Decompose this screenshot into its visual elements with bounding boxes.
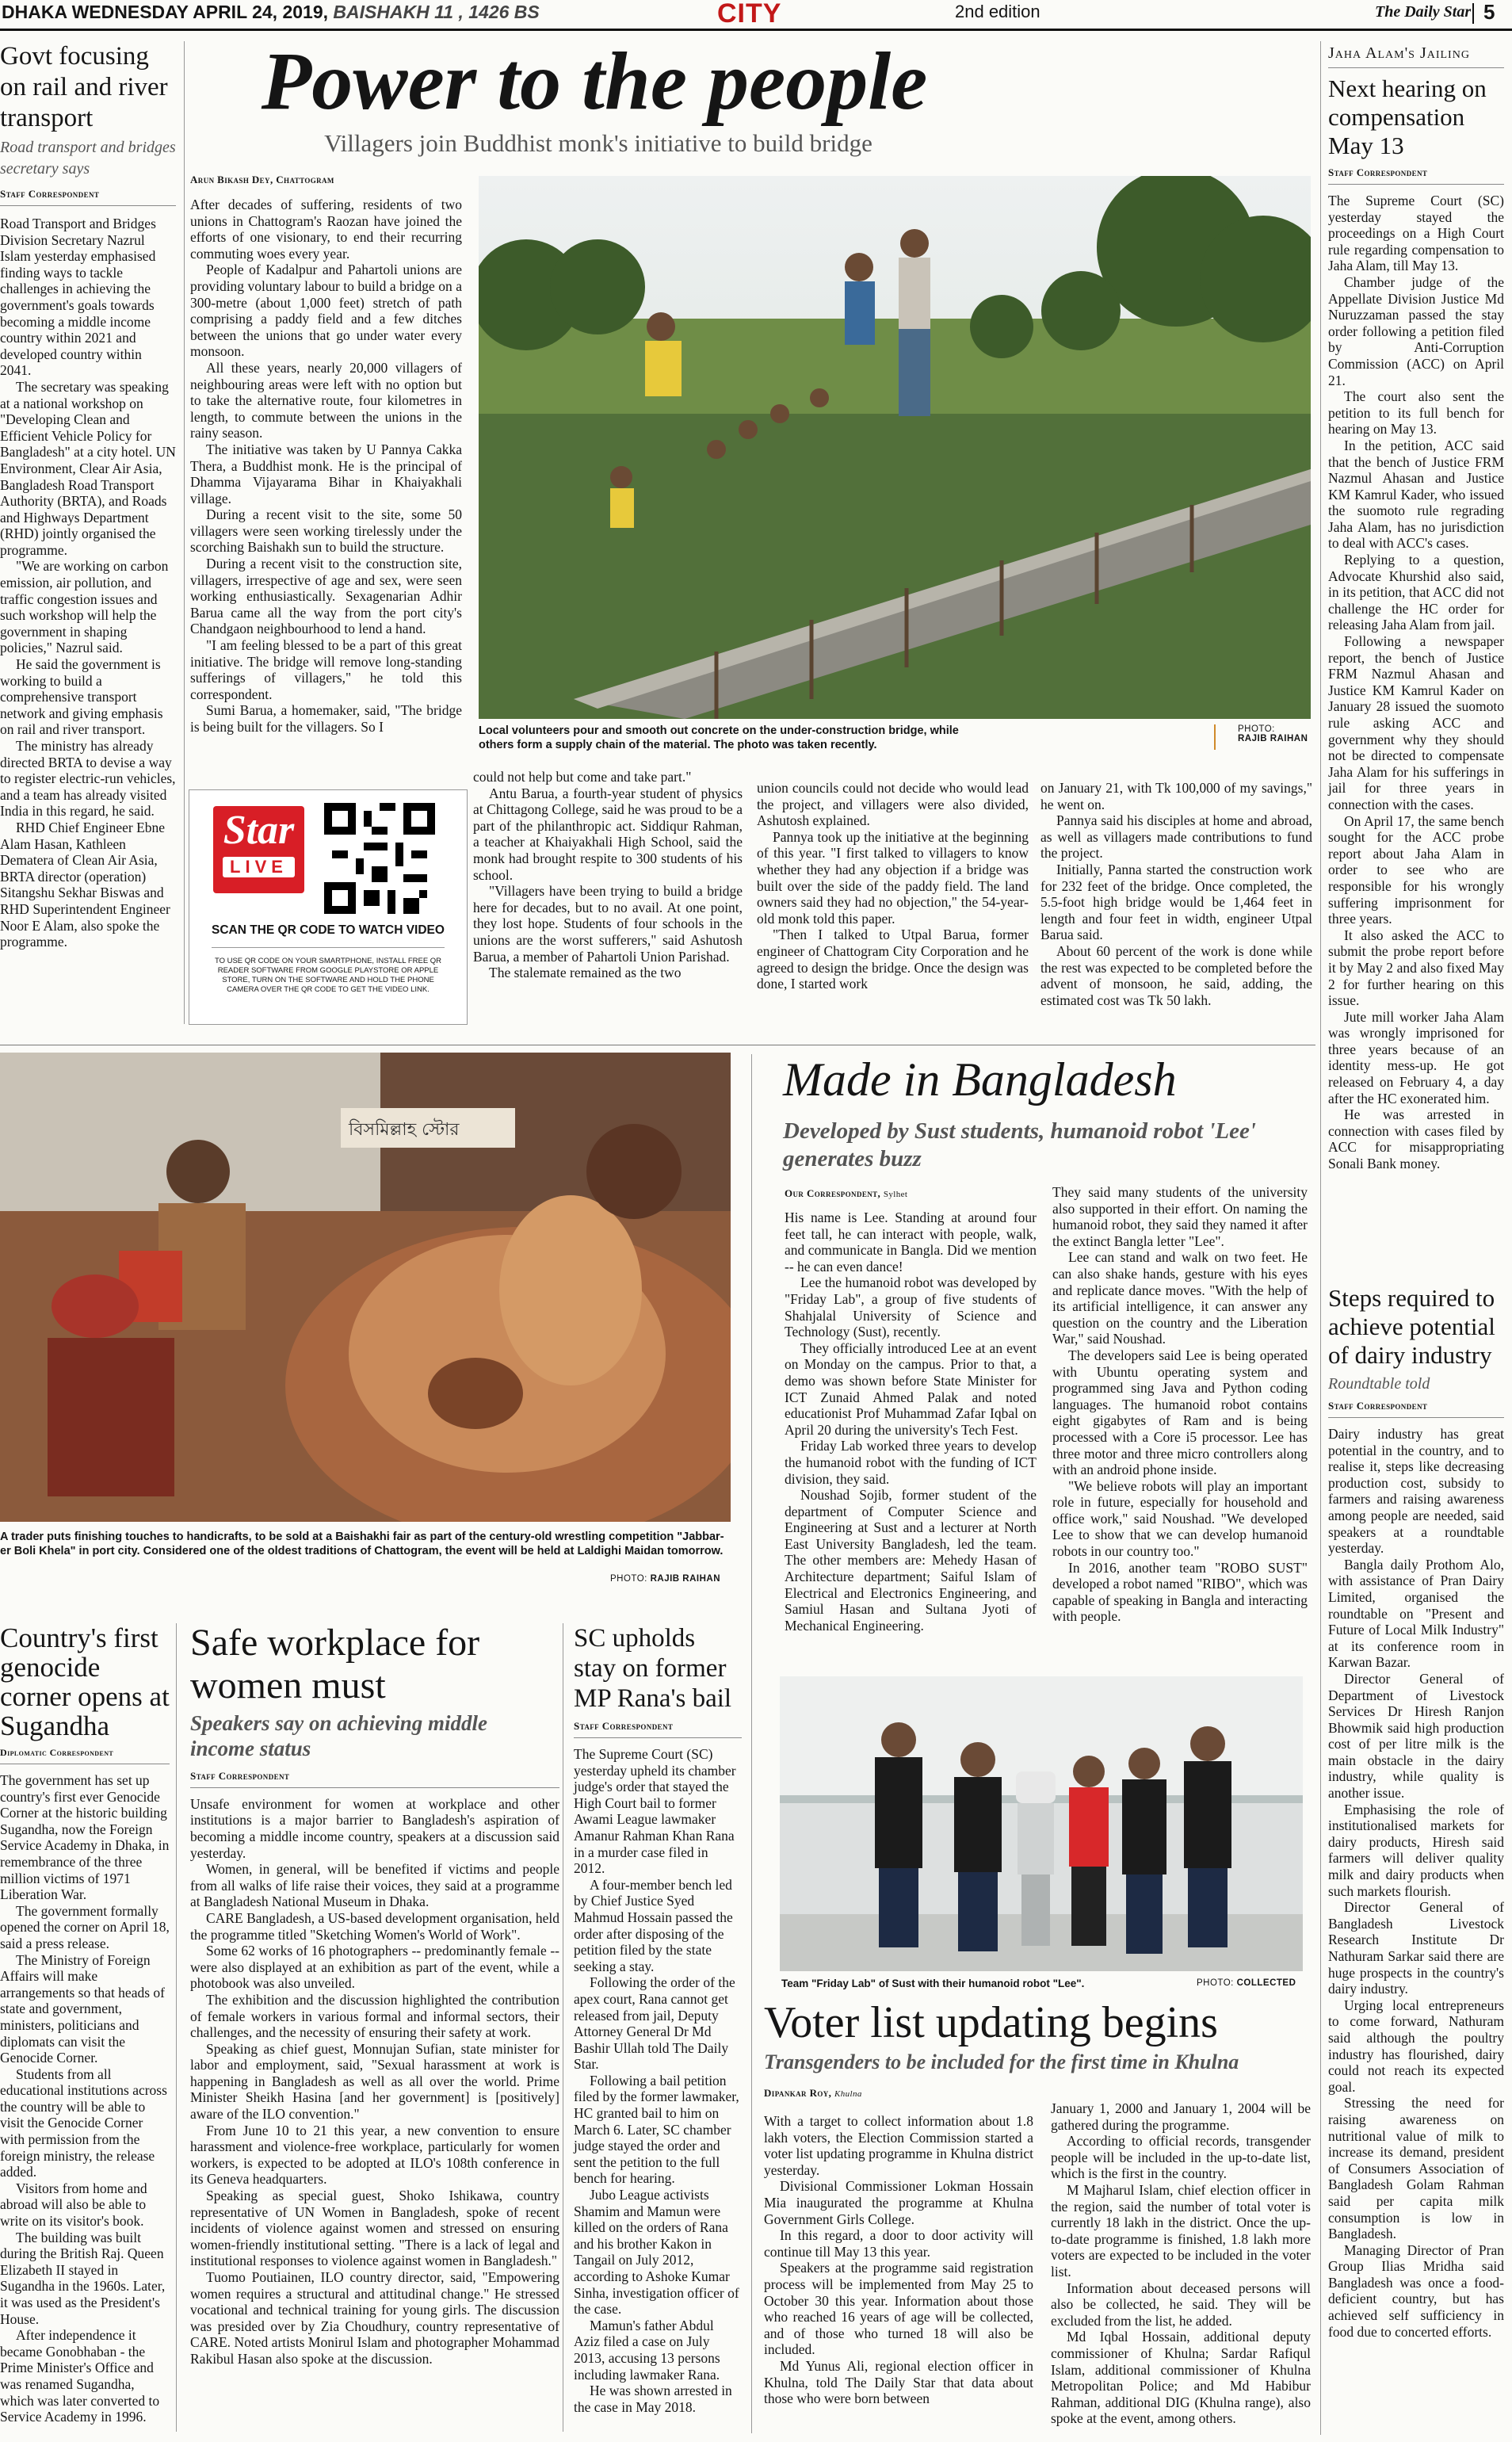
edition-label: 2nd edition <box>955 2 1040 21</box>
article-body <box>574 1746 742 2415</box>
photo-credit-label: PHOTO: <box>1238 724 1275 734</box>
paragraph: Bangla daily Prothom Alo, with assistance of Pran Dairy Limited, organised the roundtable on "Present and Future of Local Milk Industry" at its conference room in Karwan Bazar. <box>1328 1556 1504 1671</box>
paragraph: The government has set up country's first ever Genocide Corner at the historic building Sugandha, now the Foreign Service Academy in Dhaka, in remembrance of the three million victims of 1971 Liberation War. <box>0 1772 170 1903</box>
byline-name: Dipankar Roy, <box>764 2087 832 2099</box>
paragraph: Speaking as chief guest, Monnujan Sufian, state minister for labor and employment, said, "Sexual harassment at work is happening in Bangladesh as well as all over the world. Prime Minister Sheikh Hasina [and her government] is [positively] aware of the ILO convention." <box>190 2040 559 2123</box>
star-live-logo-live: LIVE <box>223 857 295 877</box>
photo-credit-name: RAJIB RAIHAN <box>1238 734 1308 743</box>
paragraph: Dairy industry has great potential in the country, and to realise it, steps like decreasing production cost, subsidy to farmers and raising awareness among people are needed, said speakers at a roundtable yesterday. <box>1328 1426 1504 1557</box>
headline: Power to the people <box>261 36 928 127</box>
headline: Steps required to achieve potential of dairy industry <box>1328 1284 1495 1369</box>
power-people-col2 <box>473 769 743 981</box>
paragraph: Emphasising the role of institutionalised markets for dairy products, Hiresh said farmers will deliver quality milk and dairy products when such markets flourish. <box>1328 1801 1504 1899</box>
robot-team-photo-illustration <box>780 1676 1303 1971</box>
article-body <box>190 1796 559 2367</box>
paragraph: Following the order of the apex court, Rana cannot get released from jail, Deputy Attorney General Dr Md Bashir Ullah told The Daily Star. <box>574 1974 735 2073</box>
deck: Villagers join Buddhist monk's initiative to build bridge <box>324 129 872 157</box>
column-rule <box>176 1623 177 2432</box>
byline-name: Our Correspondent, <box>785 1187 881 1199</box>
paragraph: With a target to collect information about 1.8 lakh voters, the Election Commission started a voter list updating programme in Khulna district yesterday. <box>764 2113 1033 2178</box>
paragraph: The developers said Lee is being operated with Ubuntu operating system and programmed sing Java and Python coding languages. The humanoid robot contains eight gigabytes of Ram and is being processed with a Core i5 processor. Lee has three motor and three micro controllers along with an android phone inside. <box>1052 1347 1308 1478</box>
section-title: CITY <box>717 0 782 29</box>
paragraph: On April 17, the same bench sought for the ACC probe report about Jaha Alam in order to see who are responsible for his wrongly suffering imprisonment for three years. <box>1328 812 1504 927</box>
shop-sign-text: বিসমিল্লাহ স্টোর <box>349 1120 460 1140</box>
article-jaha-alam <box>1328 44 1504 1172</box>
paragraph: His name is Lee. Standing at around four feet tall, he can interact with people, walk, and communicate in Bangla. Did we mention -- he can even dance! <box>785 1210 1037 1275</box>
paragraph: Sumi Barua, a homemaker, said, "The bridge is being built for the villagers. So I <box>190 702 462 735</box>
paragraph: Speakers at the programme said registration process will be implemented from May 25 to October 30 this year. Information about those who reached 16 years of age will be collected, and of those who turned 18 will also be included. <box>764 2260 1033 2358</box>
paragraph: Friday Lab worked three years to develop the humanoid robot with the funding of ICT division, they said. <box>785 1438 1037 1487</box>
headline: SC upholds stay on former MP Rana's bail <box>574 1624 732 1713</box>
star-live-logo-star: Star <box>223 808 295 853</box>
paragraph: They officially introduced Lee at an event on Monday on the campus. Prior to that, a demo was shown before State Minister for ICT Zunaid Ahmed Palak and noted educationist Prof Muhammad Zafar Iqbal on April 20 during the university's Tech Fest. <box>785 1339 1037 1438</box>
photo-credit-name: COLLECTED <box>1236 1978 1296 1988</box>
headline: Country's first genocide corner opens at Sugandha <box>0 1622 170 1741</box>
paragraph: The building was built during the British Raj. Queen Elizabeth II stayed in Sugandha in the 1960s. Later, it was used as the President's House. <box>0 2229 166 2327</box>
article-body <box>0 1772 170 2425</box>
article-made-in-bangladesh <box>783 1053 1314 1173</box>
paragraph: Replying to a question, Advocate Khurshid also said, in its petition, that ACC did not challenge the HC order for releasing Jaha Alam from jail. <box>1328 552 1504 633</box>
voter-list-col1 <box>764 2113 1033 2407</box>
paragraph: Visitors from home and abroad will also be able to write on its visitor's book. <box>0 2180 147 2230</box>
headline: Made in Bangladesh <box>783 1053 1177 1106</box>
power-people-col4 <box>1040 780 1312 1008</box>
paragraph: He was shown arrested in the case in May 2018. <box>574 2383 732 2415</box>
article-sc-upholds <box>574 1623 742 2415</box>
article-body <box>0 216 176 950</box>
column-rule <box>184 41 185 1024</box>
byline <box>785 1187 907 1200</box>
paragraph: The Supreme Court (SC) yesterday upheld its chamber judge's order that stayed the High Court bail to former Awami League lawmaker Amanur Rahman Khan Rana in a murder case filed in 2012. <box>574 1746 736 1877</box>
robot-photo-caption: Team "Friday Lab" of Sust with their humanoid robot "Lee". <box>781 1978 1085 1989</box>
trader-photo <box>0 1053 731 1522</box>
paragraph: Jubo League activists Shamim and Mamun were killed on the orders of Rana and his brother Kakon in Tangail on July 2012, according to Ashoke Kumar Sinha, investigation officer of the case. <box>574 2187 739 2318</box>
masthead-divider <box>1472 3 1474 24</box>
paragraph: Students from all educational institutions across the country will be able to visit the Genocide Corner with permission from the foreign ministry, the release added. <box>0 2066 167 2180</box>
byline <box>764 2087 862 2100</box>
paragraph: January 1, 2000 and January 1, 2004 will be gathered during the programme. <box>1051 2100 1311 2133</box>
headline: Next hearing on compensation May 13 <box>1328 75 1487 159</box>
paragraph: The exhibition and the discussion highlighted the contribution of female workers in various formal and informal sectors, their challenges, and the necessity of ensuring their safety at work. <box>190 1991 559 2041</box>
paragraph: Tuomo Poutiainen, ILO country director, said, "Empowering women requires a structural and attitudinal change." He stressed vocational and technical training for young girls. The discussion was presided over by Zia Choudhury, country representative of CARE. Noted artists Monirul Islam and photographer Mohammad Rakibul Hasan also spoke at the discussion. <box>190 2269 559 2367</box>
deck: Speakers say on achieving middle income status <box>190 1711 487 1761</box>
power-people-col3 <box>757 780 1029 992</box>
article-voter-list <box>764 1997 1311 2074</box>
paragraph: The Ministry of Foreign Affairs will make arrangements so that heads of state and government, ministers, politicians and diplomats can visit the Genocide Corner. <box>0 1951 165 2066</box>
paragraph: Noushad Sojib, former student of the department of Computer Science and Engineering at Sust and a lecturer at North East University Bangladesh, led the team. The other members are: Mehedy Hasan of Architecture department; Saiful Islam of Electrical and Electronics Engineering, and Samiul Hasan and Sultana Jyoti of Mechanical Engineering. <box>785 1487 1037 1634</box>
paragraph: Women, in general, will be benefited if victims and people from all walks of life raise their voices, they said at a programme at Bangladesh National Museum in Dhaka. <box>190 1861 559 1910</box>
byline: Staff Correspondent <box>1328 166 1504 185</box>
masthead <box>0 0 1512 31</box>
paragraph: Lee the humanoid robot was developed by "Friday Lab", a group of five students of Shahjalal University of Science and Technology (Sust), recently. <box>785 1275 1037 1340</box>
qr-instructions: TO USE QR CODE ON YOUR SMARTPHONE, INSTALL FREE QR READER SOFTWARE FROM GOOGLE PLAYSTORE OR APPLE STORE, TURN ON THE SOFTWARE AND HOLD THE PHONE CAMERA OVER THE QR CODE TO GET THE VIDEO LINK. <box>214 957 442 994</box>
made-in-bd-col2 <box>1052 1184 1308 1625</box>
paragraph: They said many students of the university also supported in their effort. On naming the humanoid robot, they said they named it after the extinct Bangla letter "Lee". <box>1052 1184 1308 1249</box>
paragraph: During a recent visit to the site, some 50 villagers were seen working tirelessly under the scorching Baishakh sun to build the structure. <box>190 506 462 556</box>
column-rule <box>751 1054 752 2433</box>
paragraph: All these years, nearly 20,000 villagers of neighbouring areas were left with no option but to take the alternative route, four kilometres in length, to commute between the unions in the rainy season. <box>190 359 462 441</box>
deck: Developed by Sust students, humanoid robot 'Lee' generates buzz <box>783 1118 1256 1171</box>
made-in-bd-col1 <box>785 1210 1037 1634</box>
photo-credit <box>610 1574 720 1584</box>
dateline-bengali-date: BAISHAKH 11 , 1426 BS <box>333 2 540 22</box>
paragraph: Md Yunus Ali, regional election officer in Khulna, told The Daily Star that data about those who were born between <box>764 2357 1033 2407</box>
paragraph: CARE Bangladesh, a US-based development organisation, held the programme titled "Sketching Women's World of Work". <box>190 1909 559 1943</box>
paragraph: According to official records, transgender people will be included in the up-to-date list, which is the first in the country. <box>1051 2133 1311 2182</box>
paragraph: The government formally opened the corner on April 18, said a press release. <box>0 1902 170 1951</box>
paragraph: He was arrested in connection with cases filed by ACC for misappropriating Sonali Bank money. <box>1328 1106 1504 1172</box>
paragraph: From June 10 to 21 this year, a new convention to ensure harassment and violence-free workplace, particularly for women workers, is expected to be adopted at ILO's 108th conference in its Geneva headquarters. <box>190 2122 559 2188</box>
article-power-to-the-people <box>190 35 1315 158</box>
newspaper-logo: The Daily Star <box>1375 3 1472 21</box>
paragraph: The stalemate remained as the two <box>489 965 682 981</box>
paragraph: Director General of Department of Livestock Services Dr Hiresh Ranjon Bhowmik said high production cost of per litre milk is the main obstacle in the dairy industry, while quality is another issue. <box>1328 1670 1504 1802</box>
byline: Staff Correspondent <box>190 1770 559 1788</box>
paragraph: Information about deceased persons will also be collected, he said. They will be excluded from the list, he added. <box>1051 2280 1311 2329</box>
paragraph: M Majharul Islam, chief election officer in the region, said the number of total voter is currently 18 lakh in the district. Once the up-to-date programme is finished, 1.8 lakh more voters are expected to be included in the voter list. <box>1051 2181 1311 2280</box>
paragraph: Pannya took up the initiative at the beginning of this year. "I first talked to villagers to know whether they had any objection if a bridge was built over the side of the paddy field. The land owners said they had no objection," the 54-year-old monk told this paper. <box>757 828 1029 927</box>
paragraph: Unsafe environment for women at workplace and other institutions is a major barrier to Bangladesh's aspiration of becoming a middle income country, speakers at a discussion said yesterday. <box>190 1795 559 1861</box>
bridge-photo <box>479 176 1311 719</box>
trader-photo-caption: A trader puts finishing touches to handicrafts, to be sold at a Baishakhi fair as part of the century-old wrestling competition "Jabbar-er Boli Khela" in port city. Considered one of the oldest traditions of Chattogram, the event will be held at Laldighi Maidan tomorrow. <box>0 1531 724 1557</box>
paragraph: The Supreme Court (SC) yesterday stayed the proceedings on a High Court rule regarding compensation to Jaha Alam, till May 13. <box>1328 193 1504 274</box>
paragraph: The ministry has already directed BRTA to devise a way to register electric-run vehicles, and a team has already visited India in this regard, he said. <box>0 738 176 820</box>
paragraph: Divisional Commissioner Lokman Hossain Mia inaugurated the programme at Khulna Government Girls College. <box>764 2178 1033 2227</box>
paragraph: RHD Chief Engineer Ebne Alam Hasan, Kathleen Dematera of Clean Air Asia, BRTA director (operation) Sitangshu Sekhar Biswas and RHD Superintendent Engineer Noor E Alam, also spoke the programme. <box>0 819 170 950</box>
byline: Staff Correspondent <box>1328 1400 1504 1418</box>
byline-place: Khulna <box>834 2089 862 2099</box>
paragraph: Managing Director of Pran Group Ilias Mridha said Bangladesh was once a food-deficient country, but has achieved self sufficiency in food due to concerted efforts. <box>1328 2241 1504 2340</box>
paragraph: Speaking as special guest, Shoko Ishikawa, country representative of UN Women in Bangladesh, spoke of recent incidents of violence against women and stressed on ensuring women-friendly institutional setting. "There is a lack of legal and institutional responses to violence against women in Bangladesh." <box>190 2188 559 2269</box>
article-genocide-corner <box>0 1623 170 2425</box>
paragraph: During a recent visit to the construction site, villagers, irrespective of age and sex, were seen working enthusiastically. Sexagenarian Adhir Barua came all the way from the port city's Chandgaon neighbourhood to lend a hand. <box>190 556 462 637</box>
paragraph: union councils could not decide who would lead the project, and villagers were also divided, Ashutosh explained. <box>757 780 1029 829</box>
deck: Roundtable told <box>1328 1375 1430 1393</box>
article-body <box>1328 1426 1504 2340</box>
paragraph: "Then I talked to Utpal Barua, former engineer of Chattogram City Corporation and he agreed to design the bridge. Once the design was done, I started work <box>757 927 1029 992</box>
article-safe-workplace <box>190 1622 559 2367</box>
paragraph: Following a newspaper report, the bench of Justice FRM Nazmul Ahasan and Justice KM Kamrul Kader on January 28 issued the suomoto rule asking ACC and government why they should not be directed to compensate Jaha Alam for his sufferings in jail for three years in connection with the cases. <box>1328 633 1504 812</box>
paragraph: The secretary was speaking at a national workshop on "Developing Clean and Efficient Vehicle Policy for Bangladesh" at a city hotel. UN Environment, Clear Air Asia, Bangladesh Road Transport Authority (BRTA), and Roads and Highways Department (RHD) jointly organised the programme. <box>0 378 176 558</box>
paragraph: It also asked the ACC to submit the probe report before it by May 2 and also fixed May 2 for further hearing on this issue. <box>1328 927 1504 1009</box>
paragraph: In 2016, another team "ROBO SUST" developed a robot named "RIBO", which was capable of speaking in Bangla and interacting with people. <box>1052 1559 1308 1625</box>
byline: Staff Correspondent <box>0 188 176 206</box>
column-rule <box>1320 41 1321 2435</box>
bridge-photo-illustration <box>479 176 1311 719</box>
headline: Govt focusing on rail and river transport <box>0 42 168 132</box>
voter-list-col2 <box>1051 2100 1311 2427</box>
paragraph: The initiative was taken by U Pannya Cakka Thera, a Buddhist monk. He is the principal of Dhamma Vijayarama Bihar in Khaiyakhali village. <box>190 441 462 506</box>
paragraph: "Villagers have been trying to build a bridge here for decades, but to no avail. At one point, they lost hope. Students of four schools in the unions are the worst sufferers," said Ashutosh Barua, a member of Pahartoli Union Parishad. <box>473 883 743 965</box>
bridge-photo-caption: Local volunteers pour and smooth out concrete on the under-construction bridge, while others form a supply chain of the material. The photo was taken recently. <box>479 724 959 751</box>
qr-divider <box>212 947 445 948</box>
qr-code-icon <box>324 803 435 914</box>
byline-place: Sylhet <box>883 1190 908 1199</box>
photo-credit-name: RAJIB RAIHAN <box>650 1574 721 1584</box>
paragraph: Md Iqbal Hossain, additional deputy commissioner of Khulna; Sardar Rafiqul Islam, additional commissioner of Khulna Metropolitan Police; and Md Habibur Rahman, additional DIG (Khulna range), also spoke at the event, among others. <box>1051 2329 1311 2427</box>
deck: Transgenders to be included for the first time in Khulna <box>764 2050 1239 2073</box>
dateline-date: WEDNESDAY APRIL 24, 2019, <box>71 2 329 22</box>
paragraph: Stressing the need for raising awareness on nutritional value of milk to increase its demand, president of Consumers Association of Bangladesh Golam Rahman said per capita milk consumption is low in Bangladesh. <box>1328 2095 1504 2242</box>
paragraph: He said the government is working to build a comprehensive transport network and giving emphasis on rail and river transport. <box>0 656 163 738</box>
robot-team-photo <box>780 1676 1303 1971</box>
paragraph: "I am feeling blessed to be a part of this great initiative. The bridge will remove long-standing sufferings of villagers," he told this correspondent. <box>190 637 462 702</box>
paragraph: Mamun's father Abdul Aziz filed a case on July 2013, accusing 13 persons including lawmaker Rana. <box>574 2317 720 2383</box>
kicker: Jaha Alam's Jailing <box>1328 44 1504 68</box>
dateline <box>2 2 540 23</box>
article-body <box>1328 193 1504 1172</box>
paragraph: could not help but come and take part." <box>473 769 692 785</box>
paragraph: Antu Barua, a fourth-year student of physics at Chittagong College, said he was proud to be a part of the philanthropic act. Siddiqur Rahman, a teacher at Khaiyakhali High School, said the monk had brought respite to 300 students of his school. <box>473 785 743 883</box>
paragraph: About 60 percent of the work is done while the rest was expected to be completed before the advent of monsoon, he said, adding, the estimated cost was Tk 50 lakh. <box>1040 942 1312 1008</box>
paragraph: The court also sent the petition to its full bench for hearing on May 13. <box>1328 388 1504 438</box>
paragraph: Road Transport and Bridges Division Secretary Nazrul Islam yesterday emphasised finding ways to tackle challenges in achieving the government's goals towards becoming a middle income country within 2021 and developed country within 2041. <box>0 216 156 379</box>
paragraph: People of Kadalpur and Pahartoli unions are providing voluntary labour to build a bridge on a 300-metre (about 1,000 feet) stretch of path comprising a paddy field and a few ditches between the unions that go under water every monsoon. <box>190 262 462 360</box>
star-live-qr-box <box>189 789 468 1025</box>
trader-photo-illustration <box>0 1053 731 1522</box>
photo-credit <box>1197 1978 1296 1988</box>
paragraph: Urging local entrepreneurs to come forward, Nathuram said although the poultry industry has flourished, dairy could not reach its expected goal. <box>1328 1997 1504 2095</box>
deck: Road transport and bridges secretary says <box>0 139 176 178</box>
page-number: 5 <box>1483 0 1495 24</box>
dateline-city: DHAKA <box>2 2 67 22</box>
paragraph: Initially, Panna started the construction work for 232 feet of the bridge. Once completed, the 5.5-foot high bridge would be 1,464 feet in length and four feet in width, engineer Utpal Barua said. <box>1040 861 1312 943</box>
caption-accent-rule <box>1214 724 1216 750</box>
paragraph: Chamber judge of the Appellate Division Justice Md Nuruzzaman passed the stay order following a petition filed by Anti-Corruption Commission (ACC) on April 21. <box>1328 273 1504 388</box>
paragraph: Some 62 works of 16 photographers -- predominantly female -- were also displayed at an exhibition as part of the event, while a photobook was also unveiled. <box>190 1943 559 1992</box>
paragraph: "We are working on carbon emission, air pollution, and traffic congestion issues and such workshop will help the government in shaping policies," Nazrul said. <box>0 558 169 656</box>
paragraph: Following a bail petition filed by the former lawmaker, HC granted bail to him on March 6. Later, SC chamber judge stayed the order and sent the petition to the full bench for hearing. <box>574 2072 739 2187</box>
paragraph: Jute mill worker Jaha Alam was wrongly imprisoned for three years because of an identity mess-up. He got released on February 4, a day after the HC exonerated him. <box>1328 1008 1504 1106</box>
paragraph: After decades of suffering, residents of two unions in Chattogram's Raozan have joined the efforts of one visionary, to end their recurring commuting woes every year. <box>190 197 462 262</box>
paragraph: In this regard, a door to door activity will continue till May 13 this year. <box>764 2227 1033 2260</box>
photo-credit-label: PHOTO: <box>1197 1978 1234 1988</box>
headline: Safe workplace for women must <box>190 1622 480 1706</box>
byline: Staff Correspondent <box>574 1720 742 1738</box>
paragraph: Lee can stand and walk on two feet. He can also shake hands, gesture with his eyes and replicate dance moves. "With the help of its artificial intelligence, it can answer any question on the country and the Liberation War," said Noushad. <box>1052 1249 1308 1347</box>
qr-code[interactable] <box>324 803 435 914</box>
paragraph: A four-member bench led by Chief Justice Syed Mahmud Hossain passed the order after disposing of the petition filed by the state seeking a stay. <box>574 1876 733 1974</box>
article-govt-focusing <box>0 41 176 950</box>
paragraph: Director General of Bangladesh Livestock Research Institute Dr Nathuram Sarkar said there are huge prospects in the country's dairy industry. <box>1328 1899 1504 1997</box>
power-people-col1 <box>190 197 462 736</box>
article-dairy <box>1328 1284 1504 2340</box>
qr-call-to-action: SCAN THE QR CODE TO WATCH VIDEO <box>212 923 445 937</box>
photo-credit <box>1238 724 1308 743</box>
headline: Voter list updating begins <box>764 1998 1218 2047</box>
byline: Diplomatic Correspondent <box>0 1747 170 1764</box>
byline: Arun Bikash Dey, Chattogram <box>190 174 334 185</box>
star-live-logo <box>213 806 304 893</box>
photo-credit-label: PHOTO: <box>610 1574 647 1584</box>
paragraph: "We believe robots will play an important role in future, especially for household and office work," said Noushad. "We developed Lee to show that we can develop humanoid robots in our country too." <box>1052 1477 1308 1560</box>
paragraph: on January 21, with Tk 100,000 of my savings," he went on. <box>1040 780 1312 812</box>
paragraph: Pannya said his disciples at home and abroad, as well as villagers made contributions to fund the project. <box>1040 812 1312 862</box>
paragraph: In the petition, ACC said that the bench of Justice FRM Nazmul Ahasan and Justice KM Kamrul Kader, who issued the suomoto rule regrading Jaha Alam, has no jurisdiction to deal with ACC's cases. <box>1328 437 1504 552</box>
paragraph: After independence it became Gonobhaban - the Prime Minister's Office and was renamed Sugandha, which was later converted to Service Academy in 1996. <box>0 2327 160 2425</box>
